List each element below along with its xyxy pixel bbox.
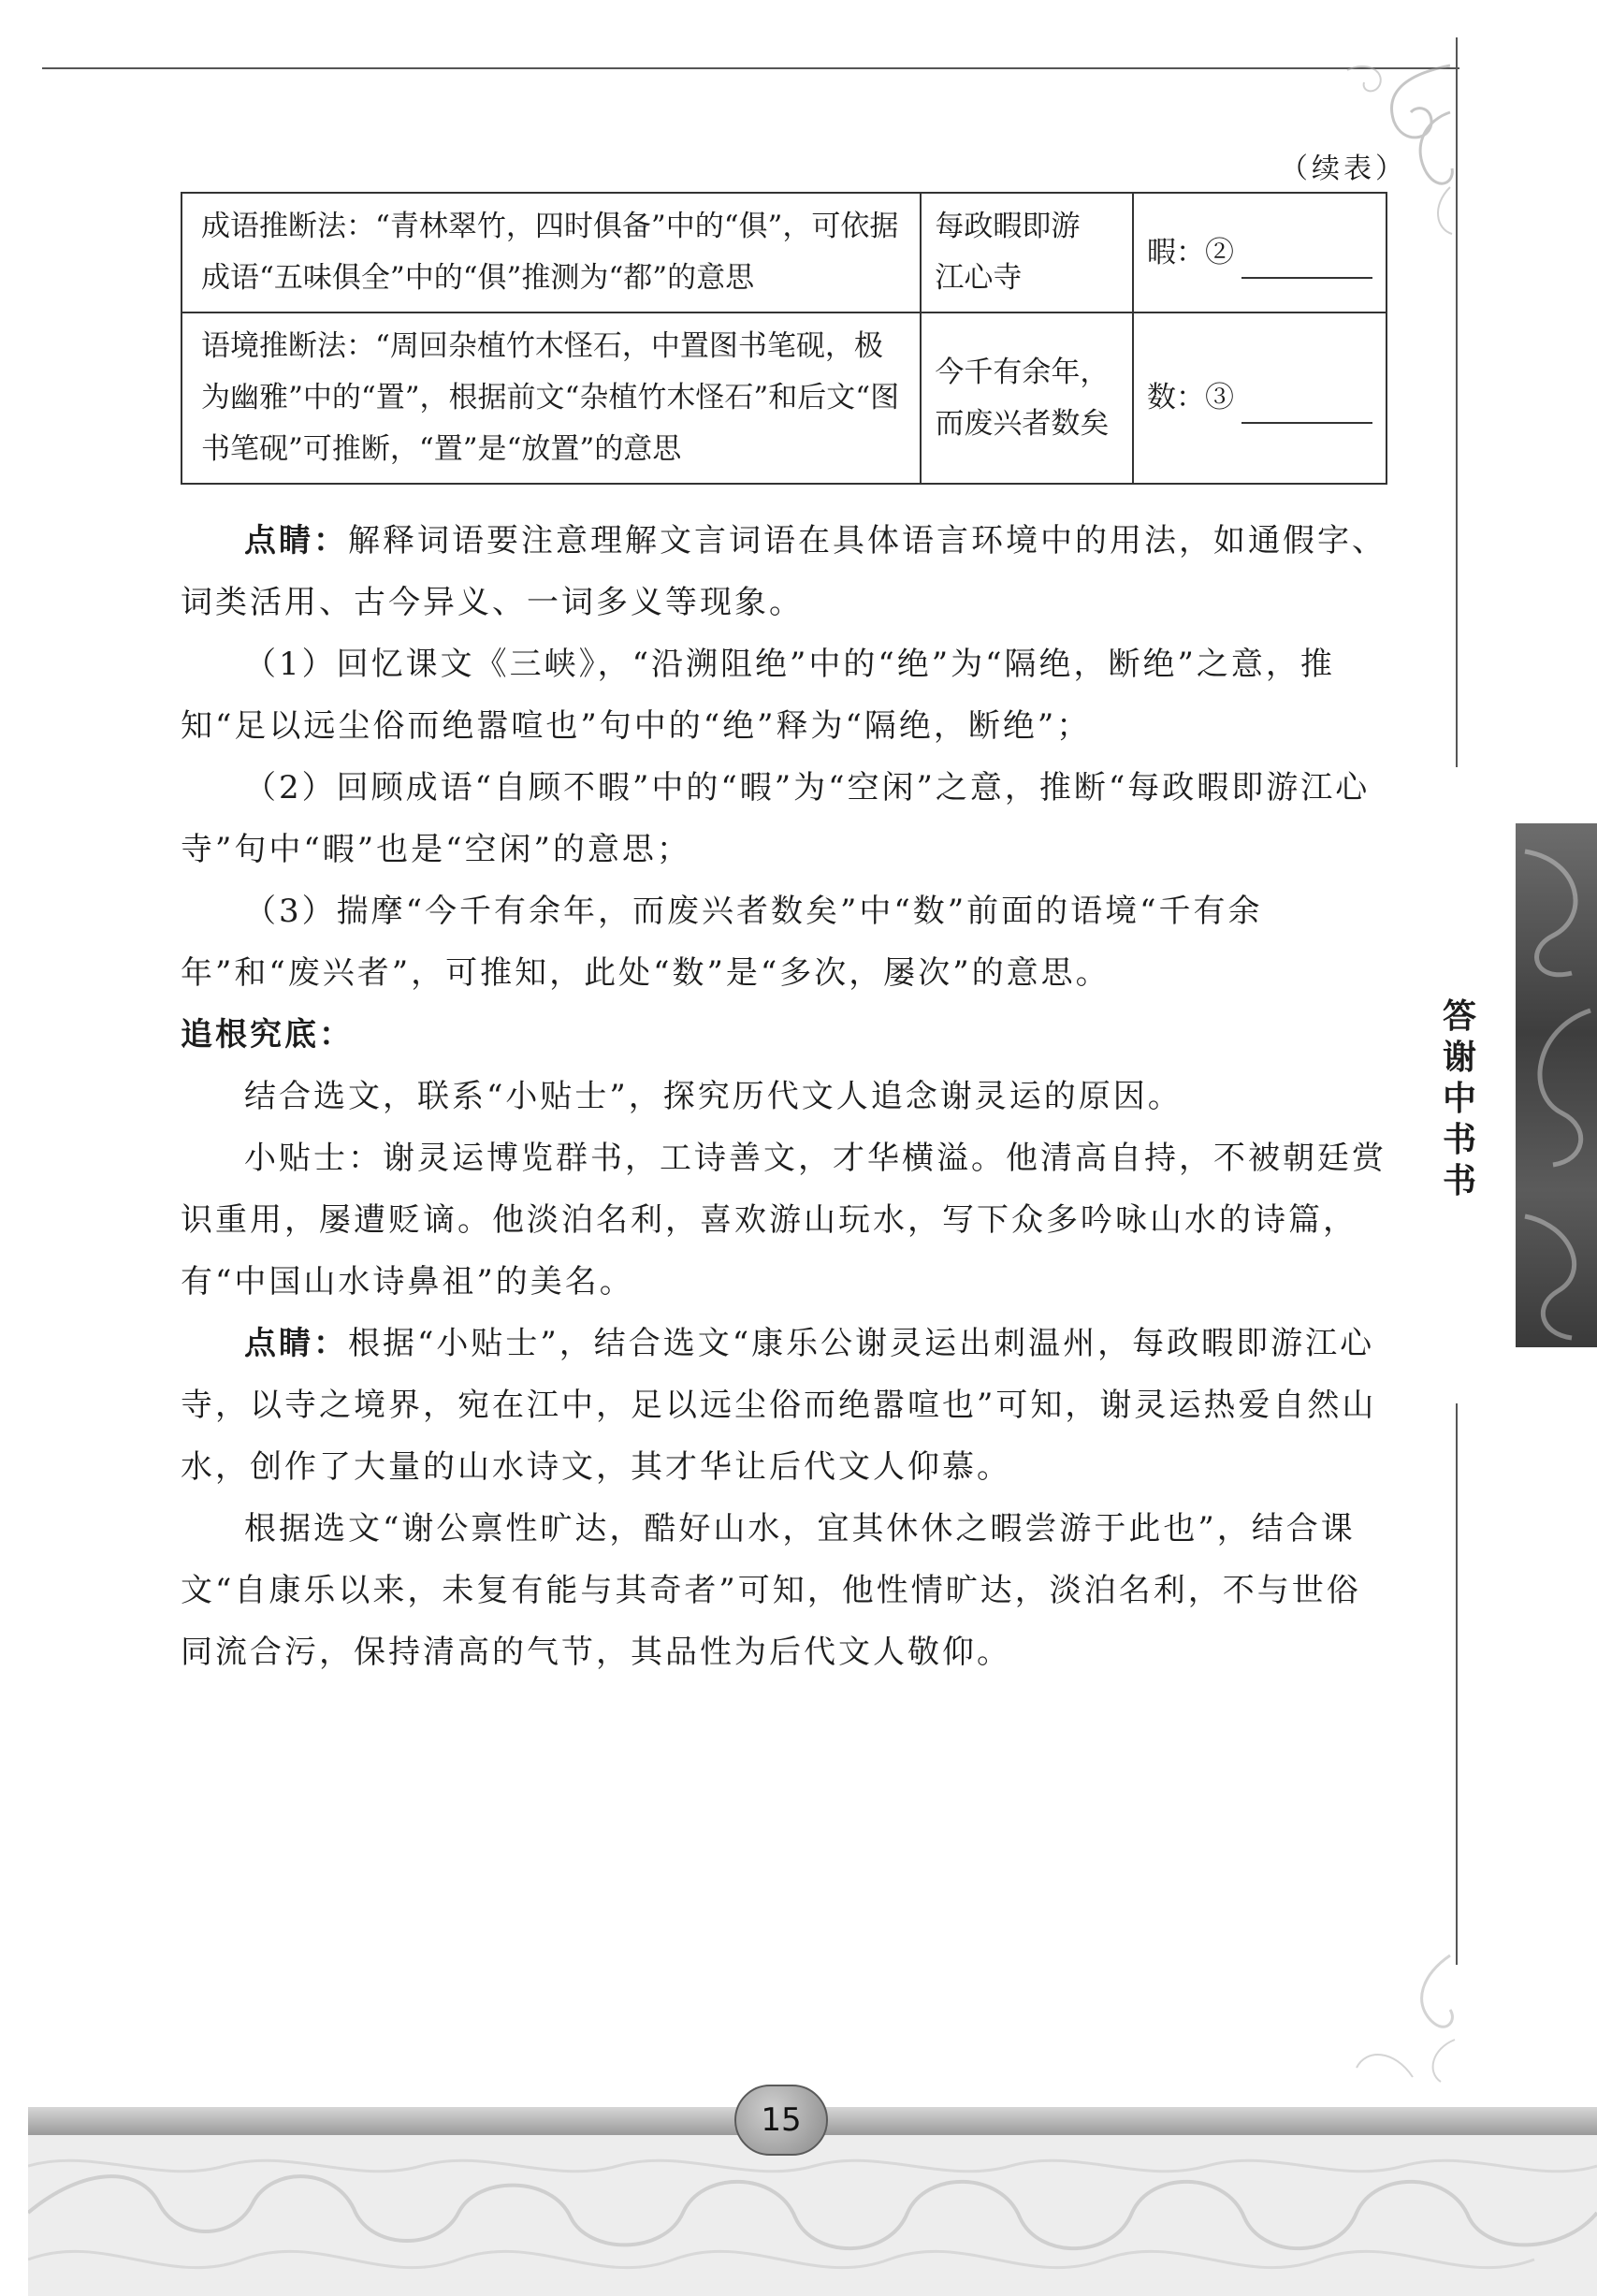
example-line: 江心寺 [935,261,1023,295]
chapter-title-char: 书 [1442,1121,1476,1159]
example-cell [921,312,1133,484]
tip-paragraph: 小贴士：谢灵运博览群书，工诗善文，才华横溢。他清高自持，不被朝廷赏识重用，屡遭贬谪。他淡泊名利，喜欢游山玩水，写下众多吟咏山水的诗篇，有“中国山水诗鼻祖”的美名。 [181,1140,1386,1301]
page-number: 15 [734,2085,828,2156]
blank-label: 暇：② [1147,235,1234,269]
chapter-title-vertical [1436,996,1483,1202]
answer-blank-cell [1133,193,1386,312]
task-paragraph: 结合选文，联系“小贴士”，探究历代文人追念谢灵运的原因。 [244,1078,1183,1115]
example-line: 每政暇即游 [935,210,1081,243]
chapter-title-char: 谢 [1442,1039,1476,1077]
dianjing-label: 点睛： [244,1325,348,1362]
section-heading: 追根究底： [181,1016,354,1054]
chapter-title-char: 答 [1442,997,1476,1036]
dianjing-label: 点睛： [244,522,348,559]
continued-table-label: （续表） [1280,153,1407,185]
analysis-item: （2）回顾成语“自顾不暇”中的“暇”为“空闲”之意，推断“每政暇即游江心寺”句中“暇”也是“空闲”的意思； [181,769,1371,868]
analysis-item: （3）揣摩“今千有余年，而废兴者数矣”中“数”前面的语境“千有余年”和“废兴者”，可推知，此处“数”是“多次，屡次”的意思。 [181,893,1263,992]
example-cell [921,193,1133,312]
answer-blank-line [1241,392,1372,424]
corner-ornament-bottom [1300,1946,1459,2086]
example-line: 今千有余年， [935,355,1110,389]
blank-label: 数：③ [1147,381,1234,414]
method-cell: 语境推断法：“周回杂植竹木怪石，中置图书笔砚，极为幽雅”中的“置”，根据前文“杂植竹木怪石”和后文“图书笔砚”可推断，“置”是“放置”的意思 [181,312,921,484]
side-tab-ornament [1516,823,1597,1347]
answer-table [181,192,1387,485]
dianjing-text: 根据“小贴士”，结合选文“康乐公谢灵运出刺温州，每政暇即游江心寺，以寺之境界，宛在江中，足以远尘俗而绝嚣喧也”可知，谢灵运热爱自然山水，创作了大量的山水诗文，其才华让后代文人仰慕。 [181,1325,1377,1486]
chapter-title-char: 书 [1442,1162,1476,1200]
method-cell: 成语推断法：“青林翠竹，四时俱备”中的“俱”，可依据成语“五味俱全”中的“俱”推测为“都”的意思 [181,193,921,312]
right-margin-rule-lower [1456,1403,1458,1965]
dianjing-text: 解释词语要注意理解文言词语在具体语言环境中的用法，如通假字、词类活用、古今异义、一词多义等现象。 [181,522,1386,621]
example-line: 而废兴者数矣 [935,406,1110,441]
answer-blank-cell [1133,312,1386,484]
footer-cloud-pattern [28,2129,1597,2296]
answer-blank-line [1241,247,1372,279]
dianjing-paragraph [181,510,1387,633]
conclusion-paragraph: 根据选文“谢公禀性旷达，酷好山水，宜其休休之暇尝游于此也”，结合课文“自康乐以来，未复有能与其奇者”可知，他性情旷达，淡泊名利，不与世俗同流合污，保持清高的气节，其品性为后代文人敬仰。 [181,1510,1361,1671]
analysis-item: （1）回忆课文《三峡》，“沿溯阻绝”中的“绝”为“隔绝，断绝”之意，推知“足以远尘俗而绝嚣喧也”句中的“绝”释为“隔绝，断绝”； [181,646,1335,745]
main-content [181,510,1387,1683]
table-row [181,312,1386,484]
top-rule [42,67,1459,69]
dianjing-paragraph [181,1313,1387,1498]
chapter-title-char: 中 [1442,1080,1476,1118]
table-row [181,193,1386,312]
